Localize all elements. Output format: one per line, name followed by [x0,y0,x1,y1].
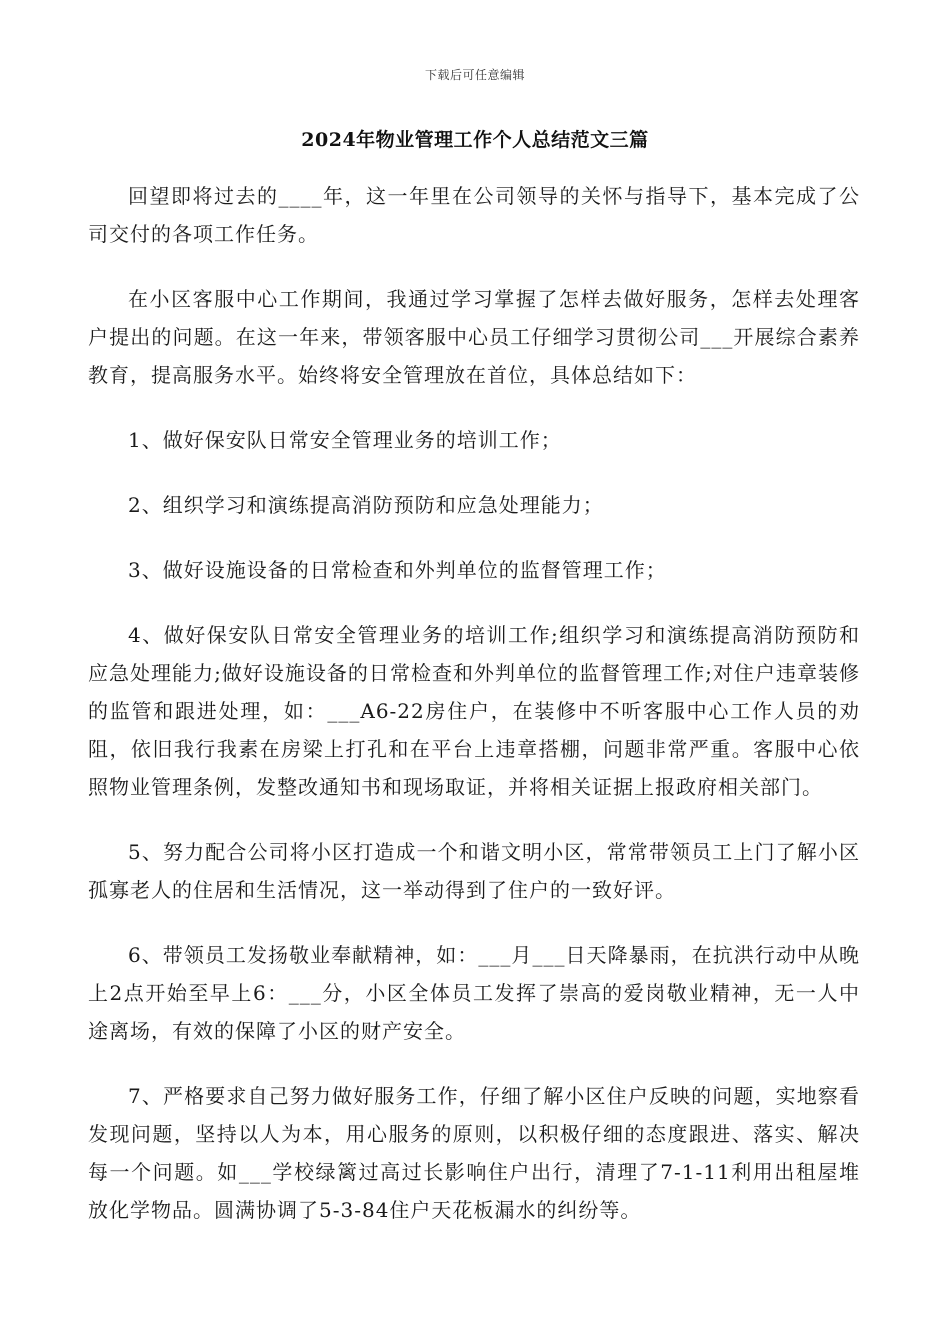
document-body [88,177,860,1256]
paragraph-overview: 在小区客服中心工作期间，我通过学习掌握了怎样去做好服务，怎样去处理客户提出的问题。在这一年来，带领客服中心员工仔细学习贯彻公司___开展综合素养教育，提高服务水平。始终将安全管理放在首位，具体总结如下： [88,287,860,387]
paragraph-intro: 回望即将过去的____年，这一年里在公司领导的关怀与指导下，基本完成了公司交付的各项工作任务。 [88,184,860,246]
paragraph-item-3: 3、做好设施设备的日常检查和外判单位的监督管理工作； [128,558,667,582]
paragraph-item-4: 4、做好保安队日常安全管理业务的培训工作;组织学习和演练提高消防预防和应急处理能力;做好设施设备的日常检查和外判单位的监督管理工作;对住户违章装修的监管和跟进处理，如：___A6-22房住户，在装修中不听客服中心工作人员的劝阻，依旧我行我素在房梁上打孔和在平台上违章搭棚，问题非常严重。客服中心依照物业管理条例，发整改通知书和现场取证，并将相关证据上报政府相关部门。 [88,623,860,799]
header-note: 下载后可任意编辑 [424,68,525,82]
paragraph-item-7: 7、严格要求自己努力做好服务工作，仔细了解小区住户反映的问题，实地察看发现问题，坚持以人为本，用心服务的原则，以积极仔细的态度跟进、落实、解决每一个问题。如___学校绿篱过高过长影响住户出行，清理了7-1-11利用出租屋堆放化学物品。圆满协调了5-3-84住户天花板漏水的纠纷等。 [88,1084,860,1222]
document-title: 2024年物业管理工作个人总结范文三篇 [301,129,649,151]
paragraph-item-1: 1、做好保安队日常安全管理业务的培训工作； [128,428,562,452]
paragraph-item-6: 6、带领员工发扬敬业奉献精神，如：___月___日天降暴雨，在抗洪行动中从晚上2点开始至早上6：___分，小区全体员工发挥了崇高的爱岗敬业精神，无一人中途离场，有效的保障了小区的财产安全。 [88,943,860,1043]
paragraph-item-2: 2、组织学习和演练提高消防预防和应急处理能力； [128,493,604,517]
paragraph-item-5: 5、努力配合公司将小区打造成一个和谐文明小区，常常带领员工上门了解小区孤寡老人的住居和生活情况，这一举动得到了住户的一致好评。 [88,840,860,902]
